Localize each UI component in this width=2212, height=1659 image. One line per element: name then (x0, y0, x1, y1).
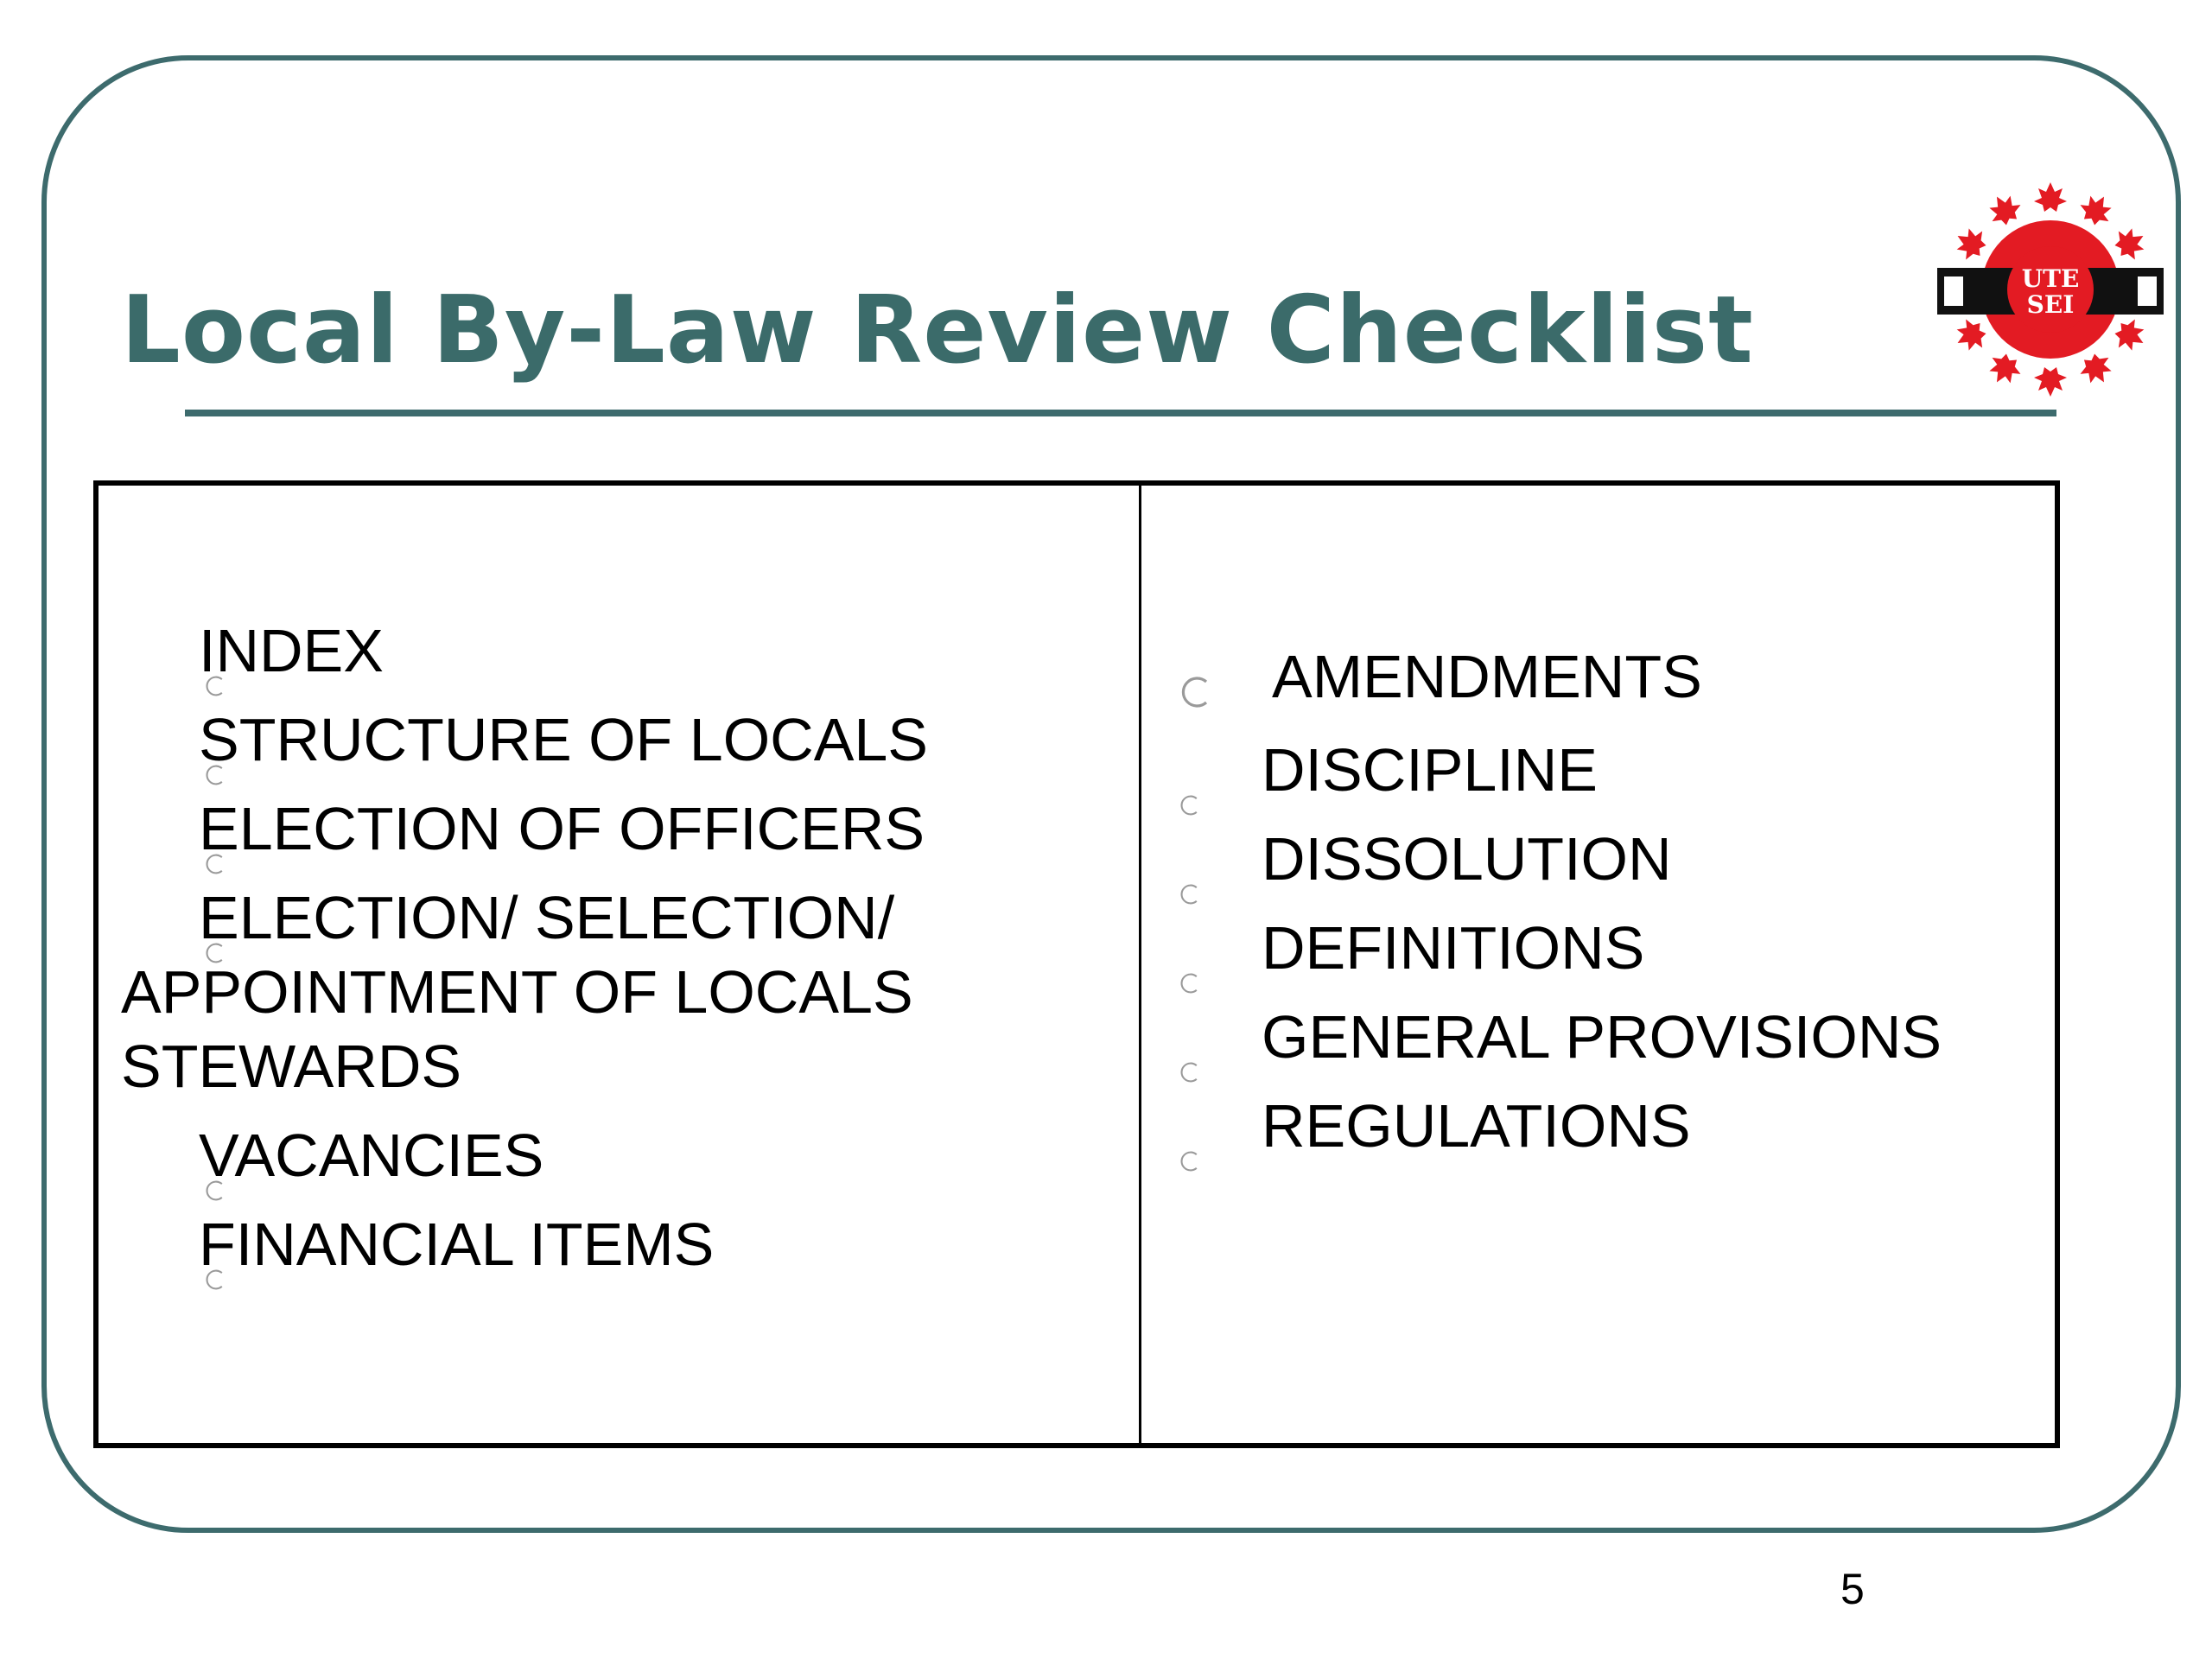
circle-bullet-icon (126, 639, 149, 662)
circle-bullet-icon (1179, 652, 1213, 686)
svg-text:SEI: SEI (2026, 290, 2075, 319)
maple-leaf-icon (1983, 348, 2026, 390)
maple-leaf-icon (1949, 222, 1991, 265)
maple-leaf-icon (2034, 182, 2067, 212)
list-item: INDEX (121, 613, 1115, 688)
list-item: DISCIPLINE (1158, 733, 2056, 807)
maple-leaf-icon (2034, 367, 2067, 397)
maple-leaf-icon (2109, 222, 2151, 265)
list-item: DEFINITIONS (1158, 911, 2056, 985)
circle-bullet-icon (126, 1233, 149, 1255)
circle-bullet-icon (1179, 759, 1201, 781)
checklist-table (93, 480, 2060, 1448)
ute-sei-logo (1934, 173, 2167, 406)
maple-leaf-icon (2075, 348, 2119, 390)
circle-bullet-icon (1179, 937, 1201, 959)
list-item: ELECTION OF OFFICERS (121, 791, 1115, 866)
list-item: GENERAL PROVISIONS (1158, 1000, 2056, 1074)
circle-bullet-icon (126, 817, 149, 840)
circle-bullet-icon (126, 1144, 149, 1166)
list-item: VACANCIES (121, 1118, 1115, 1192)
left-column-list (121, 613, 1115, 1296)
circle-bullet-icon (1179, 1026, 1201, 1048)
maple-leaf-icon (2109, 315, 2151, 358)
list-item: DISSOLUTION (1158, 822, 2056, 896)
list-item: REGULATIONS (1158, 1089, 2056, 1163)
maple-leaf-icon (1983, 188, 2026, 230)
circle-bullet-icon (1179, 848, 1201, 870)
svg-text:UTE: UTE (2021, 264, 2080, 293)
circle-bullet-icon (1179, 1115, 1201, 1137)
maple-leaf-icon (2075, 188, 2119, 230)
list-item: STRUCTURE OF LOCALS (121, 702, 1115, 777)
column-divider (1139, 486, 1141, 1443)
right-column-list (1158, 639, 2056, 1178)
circle-bullet-icon (126, 728, 149, 751)
maple-leaf-icon (1949, 315, 1991, 358)
circle-bullet-icon (126, 906, 149, 929)
page-number: 5 (1840, 1565, 1865, 1613)
list-item: ELECTION/ SELECTION/ APPOINTMENT OF LOCALS STEWARDS (121, 884, 913, 1100)
list-item: AMENDMENTS (1158, 639, 2056, 714)
list-item: FINANCIAL ITEMS (121, 1207, 1115, 1281)
slide-title: Local By-Law Review Checklist (121, 276, 1754, 385)
title-underline (185, 410, 2056, 416)
